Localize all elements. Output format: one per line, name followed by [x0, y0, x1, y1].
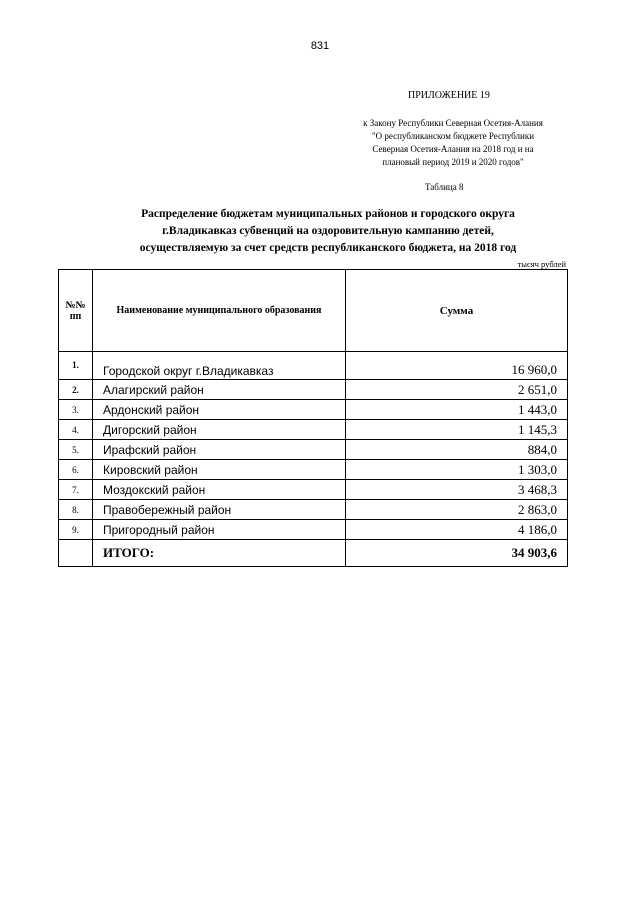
table-label: Таблица 8 [425, 182, 464, 192]
row-number: 3. [59, 400, 93, 420]
row-name: Городской округ г.Владикавказ [93, 352, 346, 380]
appendix-label: ПРИЛОЖЕНИЕ 19 [408, 90, 490, 101]
row-number: 6. [59, 460, 93, 480]
total-number-cell [59, 540, 93, 567]
row-number: 4. [59, 420, 93, 440]
row-sum: 884,0 [346, 440, 568, 460]
row-number: 1. [59, 352, 93, 380]
law-reference-line: к Закону Республики Северная Осетия-Алания [363, 118, 543, 128]
document-title [90, 206, 566, 257]
row-name: Кировский район [93, 460, 346, 480]
table-row [59, 420, 568, 440]
row-sum: 2 863,0 [346, 500, 568, 520]
row-name: Ирафский район [93, 440, 346, 460]
row-number: 8. [59, 500, 93, 520]
table-row [59, 500, 568, 520]
table-row [59, 380, 568, 400]
row-sum: 3 468,3 [346, 480, 568, 500]
page-number: 831 [310, 40, 330, 52]
title-line: осуществляемую за счет средств республиканского бюджета, на 2018 год [139, 242, 517, 254]
row-number: 7. [59, 480, 93, 500]
title-line: г.Владикавказ субвенций на оздоровительную кампанию детей, [162, 225, 494, 237]
total-sum: 34 903,6 [346, 540, 568, 567]
header-number: №№ пп [59, 270, 93, 352]
total-row [59, 540, 568, 567]
header-name: Наименование муниципального образования [93, 270, 346, 352]
law-reference-line: "О республиканском бюджете Республики [371, 131, 535, 141]
table-row [59, 520, 568, 540]
table-row [59, 440, 568, 460]
row-number: 2. [59, 380, 93, 400]
row-sum: 2 651,0 [346, 380, 568, 400]
row-sum: 1 443,0 [346, 400, 568, 420]
row-name: Моздокский район [93, 480, 346, 500]
row-number: 5. [59, 440, 93, 460]
row-sum: 1 145,3 [346, 420, 568, 440]
law-reference-line: плановый период 2019 и 2020 годов" [382, 157, 524, 167]
row-name: Дигорский район [93, 420, 346, 440]
units-label: тысяч рублей [517, 259, 566, 269]
row-name: Ардонский район [93, 400, 346, 420]
table-header-row [59, 270, 568, 352]
row-name: Алагирский район [93, 380, 346, 400]
row-sum: 1 303,0 [346, 460, 568, 480]
row-sum: 16 960,0 [346, 352, 568, 380]
total-label: ИТОГО: [93, 540, 346, 567]
table-row [59, 480, 568, 500]
table-row [59, 460, 568, 480]
row-sum: 4 186,0 [346, 520, 568, 540]
row-name: Пригородный район [93, 520, 346, 540]
table-row [59, 400, 568, 420]
header-sum: Сумма [346, 270, 568, 352]
law-reference [338, 117, 568, 169]
table-row [59, 352, 568, 380]
row-name: Правобережный район [93, 500, 346, 520]
title-line: Распределение бюджетам муниципальных районов и городского округа [141, 208, 515, 220]
row-number: 9. [59, 520, 93, 540]
law-reference-line: Северная Осетия-Алания на 2018 год и на [372, 144, 534, 154]
distribution-table [58, 269, 568, 567]
